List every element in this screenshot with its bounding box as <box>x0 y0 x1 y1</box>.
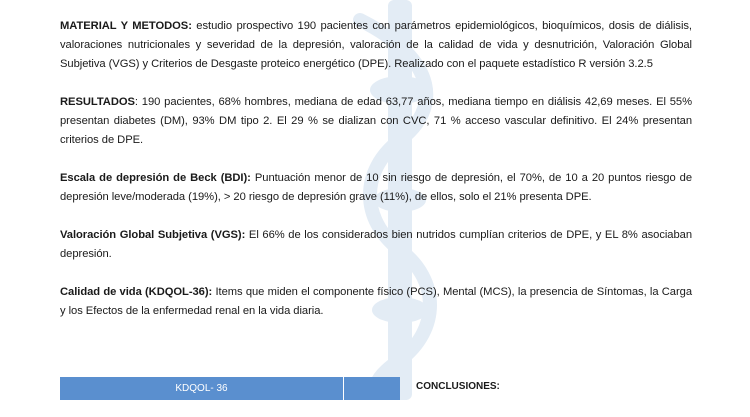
table-header-cell: KDQOL- 36 <box>60 377 344 400</box>
paragraph-text: Items que miden el componente físico (PCS), Mental (MCS), la presencia de Síntomas, la Carga y los Efectos de la enfermedad renal en la vida diaria. <box>60 286 692 317</box>
paragraph-resultados <box>60 93 692 150</box>
paragraph-material-metodos <box>60 17 692 74</box>
kdqol-table <box>60 377 400 417</box>
paragraph-kdqol <box>60 283 692 321</box>
paragraph-text: estudio prospectivo 190 pacientes con parámetros epidemiológicos, bioquímicos, dosis de diálisis, valoraciones nutricionales y severidad de la depresión, valoración de la calidad de vida y desnutrición, Valoración Global Subjetiva (VGS) y Criterios de Desgaste proteico energético (DPE). Realizado con el paquete estadístico R versión 3.2.5 <box>60 20 692 70</box>
paragraph-vgs <box>60 226 692 264</box>
paragraph-beck <box>60 169 692 207</box>
table-header-cell-empty <box>344 377 400 400</box>
paragraph-lead: RESULTADOS <box>60 96 135 108</box>
paragraph-lead: MATERIAL Y METODOS: <box>60 20 192 32</box>
paragraph-lead: Escala de depresión de Beck (BDI): <box>60 172 251 184</box>
paragraph-text: : 190 pacientes, 68% hombres, mediana de edad 63,77 años, mediana tiempo en diálisis 42,69 meses. El 55% presentan diabetes (DM), 93% DM tipo 2. El 29 % se dializan con CVC, 71 % acceso vascular definitivo. El 24% presentan criterios de DPE. <box>60 96 692 146</box>
document-body <box>60 17 692 340</box>
paragraph-text: Puntuación menor de 10 sin riesgo de depresión, el 70%, de 10 a 20 puntos riesgo de depresión leve/moderada (19%), > 20 riesgo de depresión grave (11%), de ellos, solo el 21% presenta DPE. <box>60 172 693 203</box>
paragraph-lead: Calidad de vida (KDQOL-36): <box>60 286 213 298</box>
conclusions-heading: CONCLUSIONES: <box>416 381 500 392</box>
paragraph-text: El 66% de los considerados bien nutridos cumplían criterios de DPE, y EL 8% asociaban depresión. <box>60 229 692 260</box>
paragraph-lead: Valoración Global Subjetiva (VGS): <box>60 229 246 241</box>
